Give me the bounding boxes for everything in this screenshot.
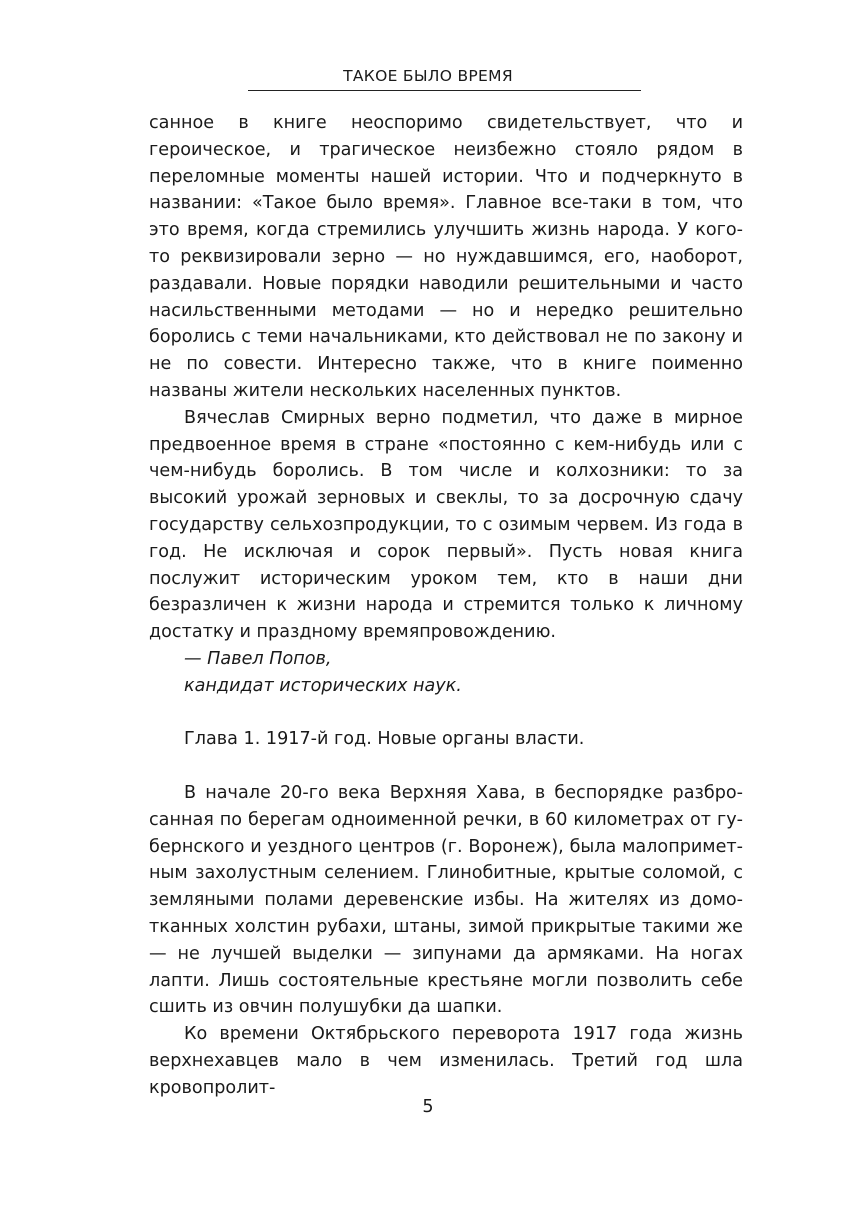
paragraph-smirnykh: Вячеслав Смирных верно подметил, что даже в мирное предвоенное время в стране «постоянно с кем-нибудь или с чем-нибудь боролись. В том числе и колхозники: то за высокий урожай зерновых и свеклы, то за досрочную сдачу государству сельхозпродукции, то с озимым червем. Из года в год. Не исключая и сорок первый». Пусть новая книга послужит историческим уроком тем, кто в наши дни безразличен к жизни народа и стремится только к личному достатку и праздному времяпровождению. (149, 407, 743, 643)
paragraph-october-revolution: Ко времени Октябрьского переворота 1917 года жизнь верхнехавцев мало в чем изменилась. Третий год шла кровопролит- (149, 1024, 743, 1098)
chapter-heading: Глава 1. 1917-й год. Новые органы власти. (184, 729, 585, 750)
signature-name: — Павел Попов, (184, 648, 332, 669)
paragraph-continued: санное в книге неоспоримо свидетельствует, что и героическое, и трагическое неизбежно стояло рядом в переломные моменты нашей истории. Что и подчеркнуто в названии: «Такое было время». Главное все-таки в том, что это время, когда стремились улучшить жизнь народа. У кого-то реквизировали зерно — но нуждавшимся, его, наоборот, раздавали. Новые порядки наводили решительными и часто насильственными методами — но и нередко решительно боролись с теми начальниками, кто действовал не по закону и не по совести. Интересно также, что в книге поименно названы жители нескольких населенных пунктов. (149, 113, 743, 401)
page-body (149, 110, 743, 1101)
page-number: 5 (422, 1097, 434, 1117)
running-title: ТАКОЕ БЫЛО ВРЕМЯ (343, 67, 513, 85)
paragraph-verkhnyaya-khava: В начале 20-го века Верхняя Хава, в беспорядке разбросанная по берегам одноименной речки, в 60 километрах от губернского и уездного центров (г. Воронеж), была малоприметным захолустным селением. Глинобитные, крытые соломой, с земляными полами деревенские избы. На жителях из домотканных холстин рубахи, штаны, зимой прикрытые такими же — не лучшей выделки — зипунами да армяками. На ногах лапти. Лишь состоятельные крестьяне могли позволить себе сшить из овчин полушубки да шапки. (149, 782, 743, 1018)
signature-title: кандидат исторических наук. (184, 675, 462, 696)
header-rule (248, 90, 641, 91)
